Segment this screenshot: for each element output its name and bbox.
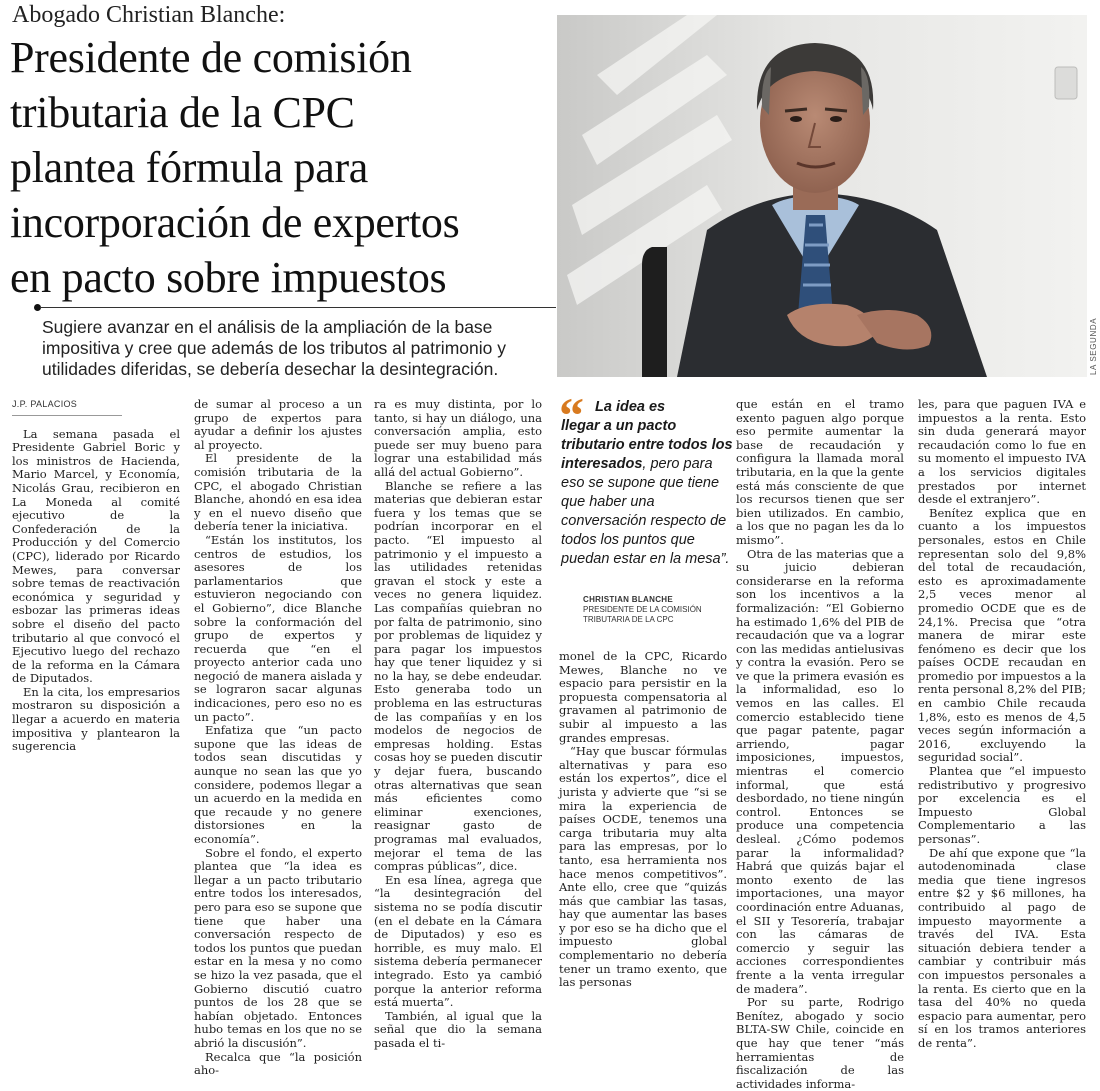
paragraph: Recalca que “la posición aho- xyxy=(194,1049,362,1078)
paragraph: “Están los institutos, los centros de estudios, los asesores de los parlamentarios que estuvieron negociando con el Gobierno”, dice Blanche sobre la conformación del grupo de expertos y recuerda que “en el proyecto anterior cada uno negoció de manera aislada y se lograron sacar algunas indicaciones, pero eso no es un pacto”. xyxy=(194,532,362,724)
article-column-3 xyxy=(374,398,542,1051)
paragraph: Otra de las materias que a su juicio debieran considerarse en la reforma son los incentivos a la formalización: “El Gobierno ha estimado 1,6% del PIB de recaudación que va a lograr con las medidas antielusivas y contra la evasión. Pero se ve que la primera evasión es la informalidad, eso lo vemos en las calles. El comercio establecido tiene que pagar patente, pagar arriendo, pagar imposiciones, impuestos, mientras el comercio informal, que está desbordado, no tiene ningún control. Entonces se produce una competencia desleal. ¿Cómo podemos parar la informalidad? Habrá que quizás bajar el monto exento de las importaciones, una mayor coordinación entre Aduanas, el SII y Tesorería, trabajar con las cámaras de comercio y seguir las acciones correspondientes frente a la venta irregular de madera”. xyxy=(736,546,904,996)
kicker: Abogado Christian Blanche: xyxy=(12,2,286,28)
deck-rule xyxy=(40,307,556,308)
pullquote-line: La idea es xyxy=(595,399,666,415)
attribution-title: PRESIDENTE DE LA COMISIÓN xyxy=(583,605,702,614)
paragraph: Enfatiza que “un pacto supone que las ideas de todos sean discutidas y aunque no sean las que yo considere, podemos llegar a un acuerdo en la medida en que recaude y no genere distorsiones en la economía”. xyxy=(194,723,362,846)
paragraph: Benítez explica que en cuanto a los impuestos personales, estos en Chile representan solo del 9,8% del total de recaudación, esto es aproximadamente 2,5 veces menor al promedio OCDE que es de 24,1%. Precisa que “otra manera de mirar este fenómeno es decir que los países OCDE recaudan en promedio por impuestos a la renta personal 8,2% del PIB; en cambio Chile recauda 1,8%, esto es menos de 4,5 veces según información a 2016, excluyendo la seguridad social”. xyxy=(918,505,1086,765)
paragraph: de sumar al proceso a un grupo de expertos para ayudar a definir los ajustes al proyecto. xyxy=(194,397,362,452)
paragraph: En esa línea, agrega que “la desintegración del sistema no se podía discutir (en el debate en la Cámara de Diputados) y eso es horrible, es muy malo. El sistema debería permanecer integrado. Esto ya cambió porque la anterior reforma está muerta”. xyxy=(374,872,542,1010)
byline: J.P. PALACIOS xyxy=(12,398,122,416)
article-column-4 xyxy=(559,650,727,990)
article-column-6 xyxy=(918,398,1086,1051)
paragraph: De ahí que expone que “la autodenominada clase media que tiene ingresos entre $2 y $6 millones, ha contribuido al pago de impuesto mayormente a través del IVA. Esta situación debiera tender a cambiar y contribuir más con impuestos personales a la renta. Es cierto que en la tasa del 40% no queda espacio para aumentar, pero sí en los tramos anteriores de renta”. xyxy=(918,845,1086,1050)
portrait-photo xyxy=(557,15,1087,377)
paragraph: En la cita, los empresarios mostraron su disposición a llegar a acuerdo en materia impositiva y plantearon la sugerencia xyxy=(12,684,180,754)
paragraph: que están en el tramo exento paguen algo porque eso permite aumentar la base de recaudación y configura la llamada moral tributaria, en la que la gente está más consciente de que los recursos tienen que ser bien utilizados. En cambio, a los que no pagan les da lo mismo”. xyxy=(736,397,904,547)
headline-line: plantea fórmula para xyxy=(10,143,369,192)
pullquote-line: todos los puntos que xyxy=(561,532,695,548)
pullquote-line: puedan estar en la mesa”. xyxy=(561,551,730,567)
quote-mark-icon: “ xyxy=(559,387,584,443)
pullquote xyxy=(561,398,731,569)
paragraph: Blanche se refiere a las materias que debieran estar fuera y los temas que se podrían incorporar en el pacto. “El impuesto al patrimonio y el impuesto a las utilidades retenidas gravan el stock y este a veces no genera liquidez. Las compañías quiebran no por falta de patrimonio, sino por problemas de liquidez y para pagar los impuestos hay que tener liquidez y si no la hay, se debe endeudar. Esto generaba todo un problema en las estructuras de las compañías y en los modelos de negocios de empresas holding. Estas cosas hoy se pueden discutir y dejar fuera, buscando otras alternativas que sean más eficientes como eliminar exenciones, reasignar gasto de programas mal evaluados, mejorar el tema de las compras públicas”, dice. xyxy=(374,478,542,874)
headline xyxy=(10,30,555,305)
paragraph: Plantea que “el impuesto redistributivo y progresivo por excelencia es el Impuesto Global Complementario a las personas”. xyxy=(918,764,1086,846)
paragraph: Sobre el fondo, el experto plantea que “la idea es llegar a un pacto tributario entre todos los interesados, pero para eso se supone que tiene que haber una conversación respecto de todos los puntos que puedan estar en la mesa y no como se hizo la vez pasada, que el Gobierno discutió cuatro puntos de los 28 que se habían objetado. Entonces hubo temas en los que no se abrió la discusión”. xyxy=(194,845,362,1050)
deck xyxy=(42,317,562,380)
headline-line: tributaria de la CPC xyxy=(10,88,355,137)
pullquote-line: que haber una xyxy=(561,494,655,510)
paragraph: Por su parte, Rodrigo Benítez, abogado y socio BLTA-SW Chile, coincide en que hay que tener “más herramientas de fiscalización de las actividades informa- xyxy=(736,995,904,1091)
pullquote-line: interesados, pero para xyxy=(561,456,713,472)
headline-line: en pacto sobre impuestos xyxy=(10,253,447,302)
article-column-1 xyxy=(12,398,180,754)
deck-line: utilidades diferidas, se debería desechar la desintegración. xyxy=(42,359,499,379)
paragraph: monel de la CPC, Ricardo Mewes, Blanche no ve espacio para persistir en la propuesta compensatoria al gravamen al patrimonio de subir al impuesto a las grandes empresas. xyxy=(559,649,727,745)
headline-line: Presidente de comisión xyxy=(10,33,412,82)
photo-credit: LA SEGUNDA xyxy=(1089,317,1098,375)
pullquote-line: eso se supone que tiene xyxy=(561,475,720,491)
paragraph: El presidente de la comisión tributaria de la CPC, el abogado Christian Blanche, ahondó en esa idea y en el nuevo diseño que debería tener la iniciativa. xyxy=(194,451,362,534)
attribution-title: TRIBUTARIA DE LA CPC xyxy=(583,615,674,624)
deck-line: impositiva y cree que además de los tributos al patrimonio y xyxy=(42,338,506,358)
paragraph: La semana pasada el Presidente Gabriel Boric y los ministros de Hacienda, Mario Marcel, y Economía, Nicolás Grau, recibieron en La Moneda al comité ejecutivo de la Confederación de la Producción y del Comercio (CPC), liderado por Ricardo Mewes, para conversar sobre temas de reactivación económica y seguridad y esbozar las primeras ideas sobre el diseño del pacto tributario al que convocó el Ejecutivo luego del rechazo de la reforma en la Cámara de Diputados. xyxy=(12,426,180,686)
deck-line: Sugiere avanzar en el análisis de la ampliación de la base xyxy=(42,317,493,337)
paragraph: También, al igual que la señal que dio la semana pasada el ti- xyxy=(374,1008,542,1050)
headline-line: incorporación de expertos xyxy=(10,198,460,247)
paragraph: les, para que paguen IVA e impuestos a la renta. Esto sin duda generará mayor recaudación como lo fue en su momento el impuesto IVA a los servicios digitales prestados por internet desde el extranjero”. xyxy=(918,397,1086,507)
pullquote-line: tributario entre todos los xyxy=(561,437,733,453)
pullquote-line: llegar a un pacto xyxy=(561,418,677,434)
pullquote-attribution xyxy=(583,595,702,625)
pullquote-line: conversación respecto de xyxy=(561,513,727,529)
paragraph: “Hay que buscar fórmulas alternativas y para eso están los expertos”, dice el jurista y advierte que “si se mira la experiencia de países OCDE, tenemos una carga tributaria muy alta para las empresas, por lo tanto, esa herramienta nos hace menos competitivos”. Ante ello, cree que “quizás más que cambiar las tasas, hay que aumentar las bases y por eso se ha dicho que el impuesto global complementario no debería tener un tramo exento, que las personas xyxy=(559,744,727,990)
article-column-2 xyxy=(194,398,362,1078)
article-column-5 xyxy=(736,398,904,1091)
paragraph: ra es muy distinta, por lo tanto, si hay un diálogo, una conversación amplia, esto puede ser muy bueno para lograr una estabilidad más allá del actual Gobierno”. xyxy=(374,397,542,479)
attribution-name: CHRISTIAN BLANCHE xyxy=(583,595,673,604)
